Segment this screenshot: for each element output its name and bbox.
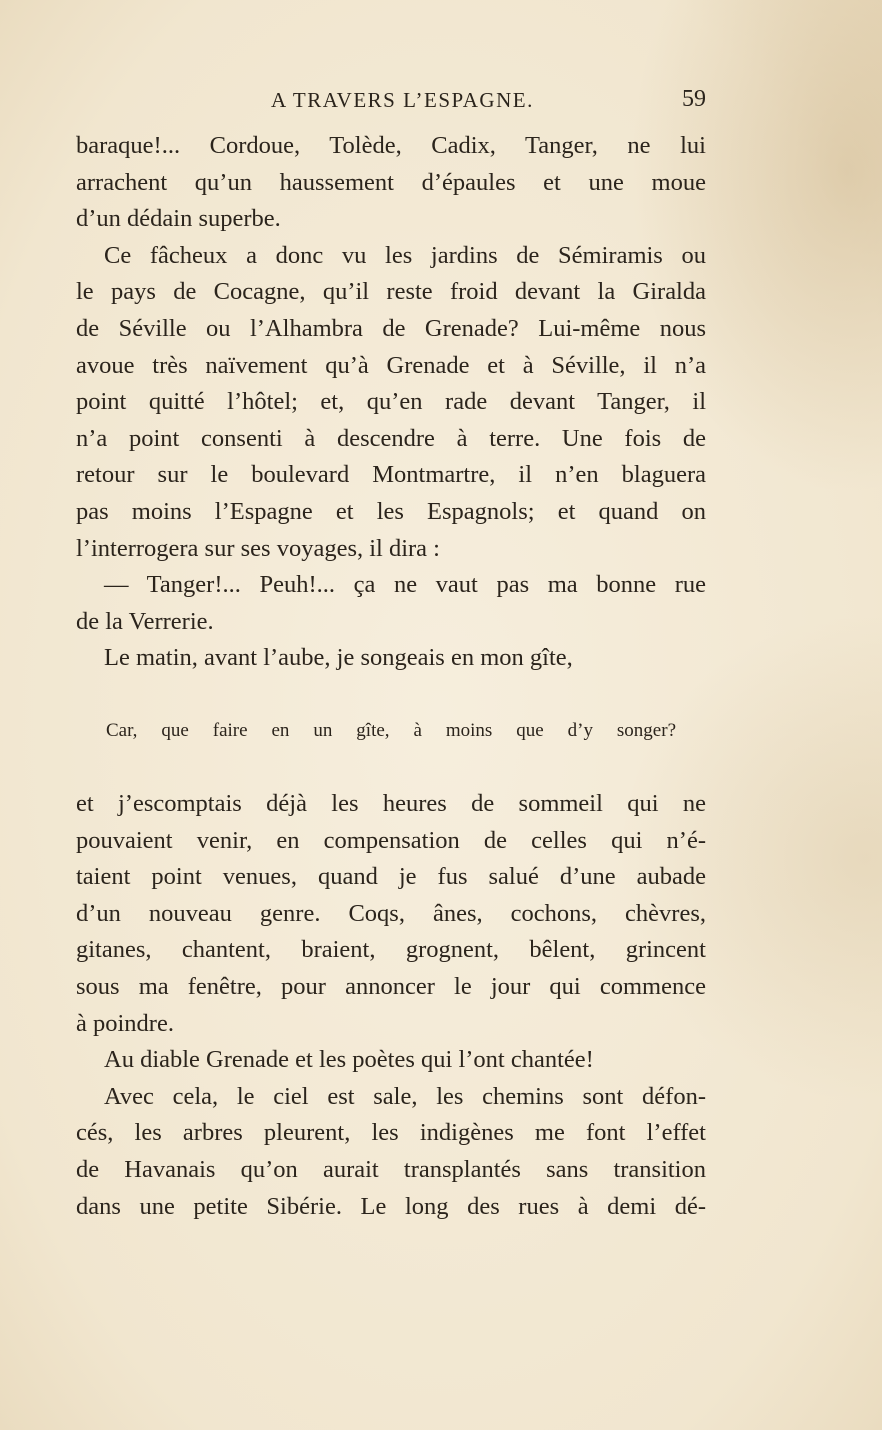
text-line: taient point venues, quand je fus salué d’une aubade [76, 863, 706, 891]
text-line: Au diable Grenade et les poètes qui l’ont chantée! [104, 1046, 594, 1074]
text-line: d’un nouveau genre. Coqs, ânes, cochons, chèvres, [76, 899, 706, 927]
text-line: d’un dédain superbe. [76, 205, 281, 233]
text-line: Ce fâcheux a donc vu les jardins de Sémiramis ou [104, 241, 706, 269]
text-block-before-quote [76, 128, 706, 677]
text-line: n’a point consenti à descendre à terre. Une fois de [76, 424, 706, 452]
text-line: retour sur le boulevard Montmartre, il n’en blaguera [76, 461, 706, 489]
text-line: de Séville ou l’Alhambra de Grenade? Lui-même nous [76, 314, 706, 342]
page-header [76, 88, 706, 118]
text-line: Avec cela, le ciel est sale, les chemins sont défon- [104, 1082, 706, 1110]
text-line: à poindre. [76, 1009, 174, 1037]
text-line: dans une petite Sibérie. Le long des rues à demi dé- [76, 1192, 706, 1220]
text-line: de Havanais qu’on aurait transplantés sans transition [76, 1155, 706, 1183]
text-line: baraque!... Cordoue, Tolède, Cadix, Tanger, ne lui [76, 132, 706, 159]
running-title: A TRAVERS L’ESPAGNE. [271, 88, 534, 112]
page-number: 59 [682, 86, 706, 112]
text-line: avoue très naïvement qu’à Grenade et à Séville, il n’a [76, 351, 706, 379]
text-line: le pays de Cocagne, qu’il reste froid devant la Giralda [76, 278, 706, 306]
text-line: sous ma fenêtre, pour annoncer le jour qui commence [76, 972, 706, 1000]
text-block-after-quote [76, 786, 706, 1225]
text-line: pouvaient venir, en compensation de celles qui n’é- [76, 826, 706, 854]
text-line: Le matin, avant l’aube, je songeais en mon gîte, [104, 644, 573, 672]
text-line: et j’escomptais déjà les heures de sommeil qui ne [76, 790, 706, 817]
text-line: cés, les arbres pleurent, les indigènes me font l’effet [76, 1119, 706, 1147]
text-line: l’interrogera sur ses voyages, il dira : [76, 534, 440, 562]
text-line: — Tanger!... Peuh!... ça ne vaut pas ma bonne rue [104, 571, 706, 599]
verse-quote: Car, que faire en un gîte, à moins que d’y songer? [106, 720, 676, 741]
text-line: pas moins l’Espagne et les Espagnols; et quand on [76, 497, 706, 525]
text-line: gitanes, chantent, braient, grognent, bêlent, grincent [76, 936, 706, 964]
text-line: arrachent qu’un haussement d’épaules et une moue [76, 168, 706, 196]
text-line: point quitté l’hôtel; et, qu’en rade devant Tanger, il [76, 388, 706, 416]
text-line: de la Verrerie. [76, 607, 214, 635]
